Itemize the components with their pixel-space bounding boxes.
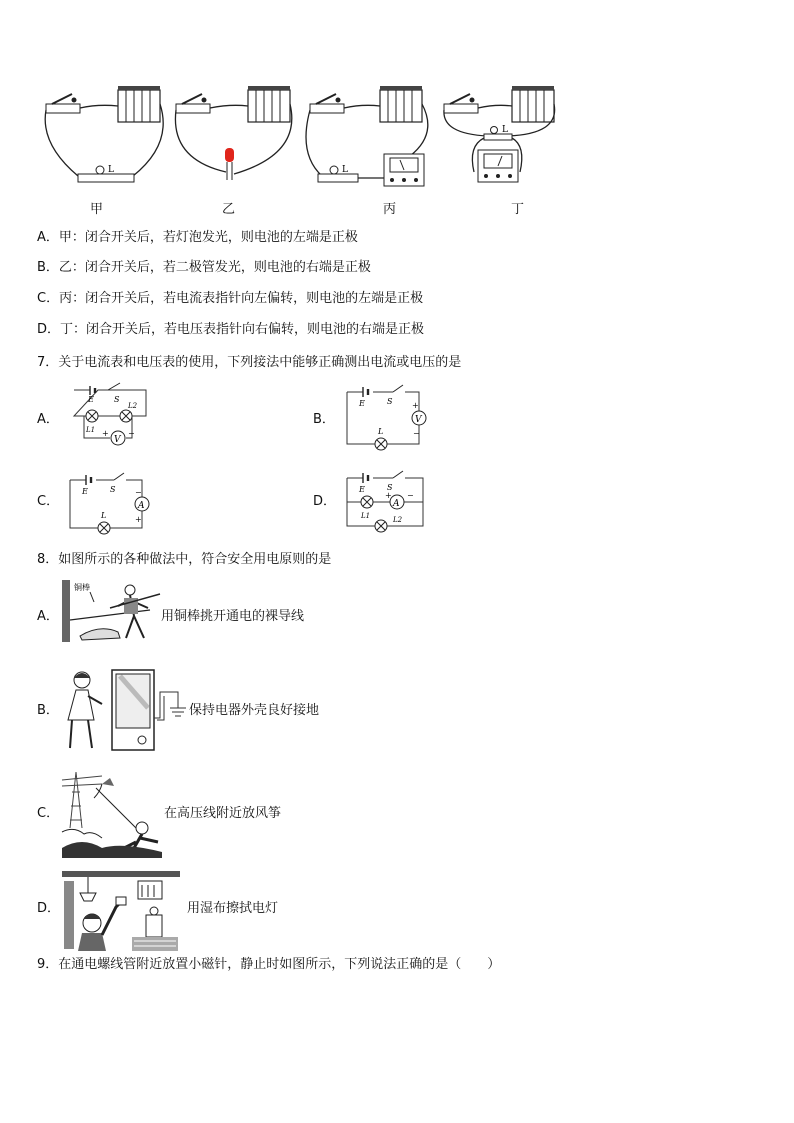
svg-text:V: V <box>114 435 121 445</box>
q8-option-b-letter[interactable]: B． <box>37 703 59 718</box>
circuit-yi <box>170 84 295 194</box>
svg-text:L1: L1 <box>361 512 371 520</box>
svg-text:A: A <box>393 499 400 509</box>
q8-option-d-text: 用湿布擦拭电灯 <box>187 901 279 916</box>
q9-stem: 9．在通电螺线管附近放置小磁针，静止时如图所示，下列说法正确的是（ ） <box>37 957 501 972</box>
battery-pack-icon <box>512 86 554 122</box>
q6-option-b[interactable] <box>37 260 371 276</box>
circuit-ding <box>438 84 563 194</box>
option-text: 丁：闭合开关后，若电压表指针向右偏转，则电池的右端是正极 <box>60 322 425 337</box>
svg-text:+: + <box>412 401 419 410</box>
switch-icon <box>176 94 210 113</box>
q7-circuit-b <box>343 384 433 450</box>
circuit-bing <box>300 84 435 194</box>
option-letter: C． <box>37 291 60 306</box>
lamp-label: L <box>502 125 508 135</box>
svg-text:−: − <box>407 491 414 500</box>
svg-text:S: S <box>387 483 393 492</box>
q6-option-a[interactable] <box>37 230 358 246</box>
caption-ding: 丁 <box>511 202 525 217</box>
voltmeter-icon <box>478 150 518 182</box>
svg-text:+: + <box>135 515 142 524</box>
q8-picture-c <box>62 772 164 858</box>
svg-text:L2: L2 <box>393 516 403 524</box>
q8-option-a-text: 用铜棒挑开通电的裸导线 <box>161 609 305 624</box>
switch-icon <box>444 94 478 113</box>
svg-text:E: E <box>88 395 94 404</box>
q8-option-a-letter[interactable]: A． <box>37 609 59 624</box>
option-text: 丙：闭合开关后，若电流表指针向左偏转，则电池的左端是正极 <box>59 291 424 306</box>
q8-option-c-letter[interactable]: C． <box>37 806 60 821</box>
q7-circuit-d <box>343 468 433 538</box>
q7-circuit-c <box>66 470 156 534</box>
caption-bing: 丙 <box>383 202 397 217</box>
svg-text:L2: L2 <box>128 402 138 410</box>
svg-text:L: L <box>378 427 384 436</box>
q6-option-d[interactable] <box>37 322 424 338</box>
option-letter: D． <box>37 322 61 337</box>
svg-text:+: + <box>385 491 392 500</box>
q8-option-d-letter[interactable]: D． <box>37 901 61 916</box>
svg-text:−: − <box>128 429 135 438</box>
q6-option-c[interactable] <box>37 291 423 307</box>
q8-picture-a <box>60 580 164 644</box>
q8-picture-d <box>62 871 180 951</box>
svg-text:−: − <box>413 429 420 438</box>
svg-text:S: S <box>387 397 393 406</box>
option-letter: A． <box>37 230 59 245</box>
svg-text:铜棒: 铜棒 <box>74 583 90 592</box>
caption-jia: 甲 <box>90 202 104 217</box>
switch-icon <box>310 94 344 113</box>
option-text: 乙：闭合开关后，若二极管发光，则电池的右端是正极 <box>58 260 371 275</box>
switch-icon <box>46 94 80 113</box>
lamp-icon <box>318 166 358 182</box>
q7-circuit-a <box>68 386 153 451</box>
q8-stem: 8．如图所示的各种做法中，符合安全用电原则的是 <box>37 552 332 567</box>
q7-option-b-letter[interactable]: B． <box>313 412 335 427</box>
lamp-label: L <box>108 165 114 175</box>
option-text: 甲：闭合开关后，若灯泡发光，则电池的左端是正极 <box>58 230 358 245</box>
battery-pack-icon <box>248 86 290 122</box>
svg-text:S: S <box>114 395 120 404</box>
led-icon <box>225 148 234 180</box>
ammeter-icon <box>384 154 424 186</box>
q8-option-c-text: 在高压线附近放风筝 <box>164 806 282 821</box>
svg-text:V: V <box>415 415 422 425</box>
svg-text:L1: L1 <box>86 426 96 434</box>
caption-yi: 乙 <box>222 202 236 217</box>
svg-text:A: A <box>138 501 145 511</box>
option-letter: B． <box>37 260 59 275</box>
svg-text:+: + <box>102 429 109 438</box>
svg-text:−: − <box>135 488 142 497</box>
q7-option-a-letter[interactable]: A． <box>37 412 59 427</box>
q8-picture-b <box>62 668 192 754</box>
lamp-label: L <box>342 165 348 175</box>
lamp-icon <box>78 166 134 182</box>
svg-text:E: E <box>359 399 365 408</box>
q7-option-d-letter[interactable]: D． <box>313 494 337 509</box>
q8-option-b-text: 保持电器外壳良好接地 <box>189 703 320 718</box>
svg-text:S: S <box>110 485 116 494</box>
q7-option-c-letter[interactable]: C． <box>37 494 60 509</box>
svg-text:E: E <box>82 487 88 496</box>
battery-pack-icon <box>118 86 160 122</box>
svg-text:E: E <box>359 485 365 494</box>
battery-pack-icon <box>380 86 422 122</box>
svg-text:L: L <box>101 511 107 520</box>
circuit-jia <box>38 84 163 194</box>
q7-stem: 7．关于电流表和电压表的使用，下列接法中能够正确测出电流或电压的是 <box>37 355 462 370</box>
